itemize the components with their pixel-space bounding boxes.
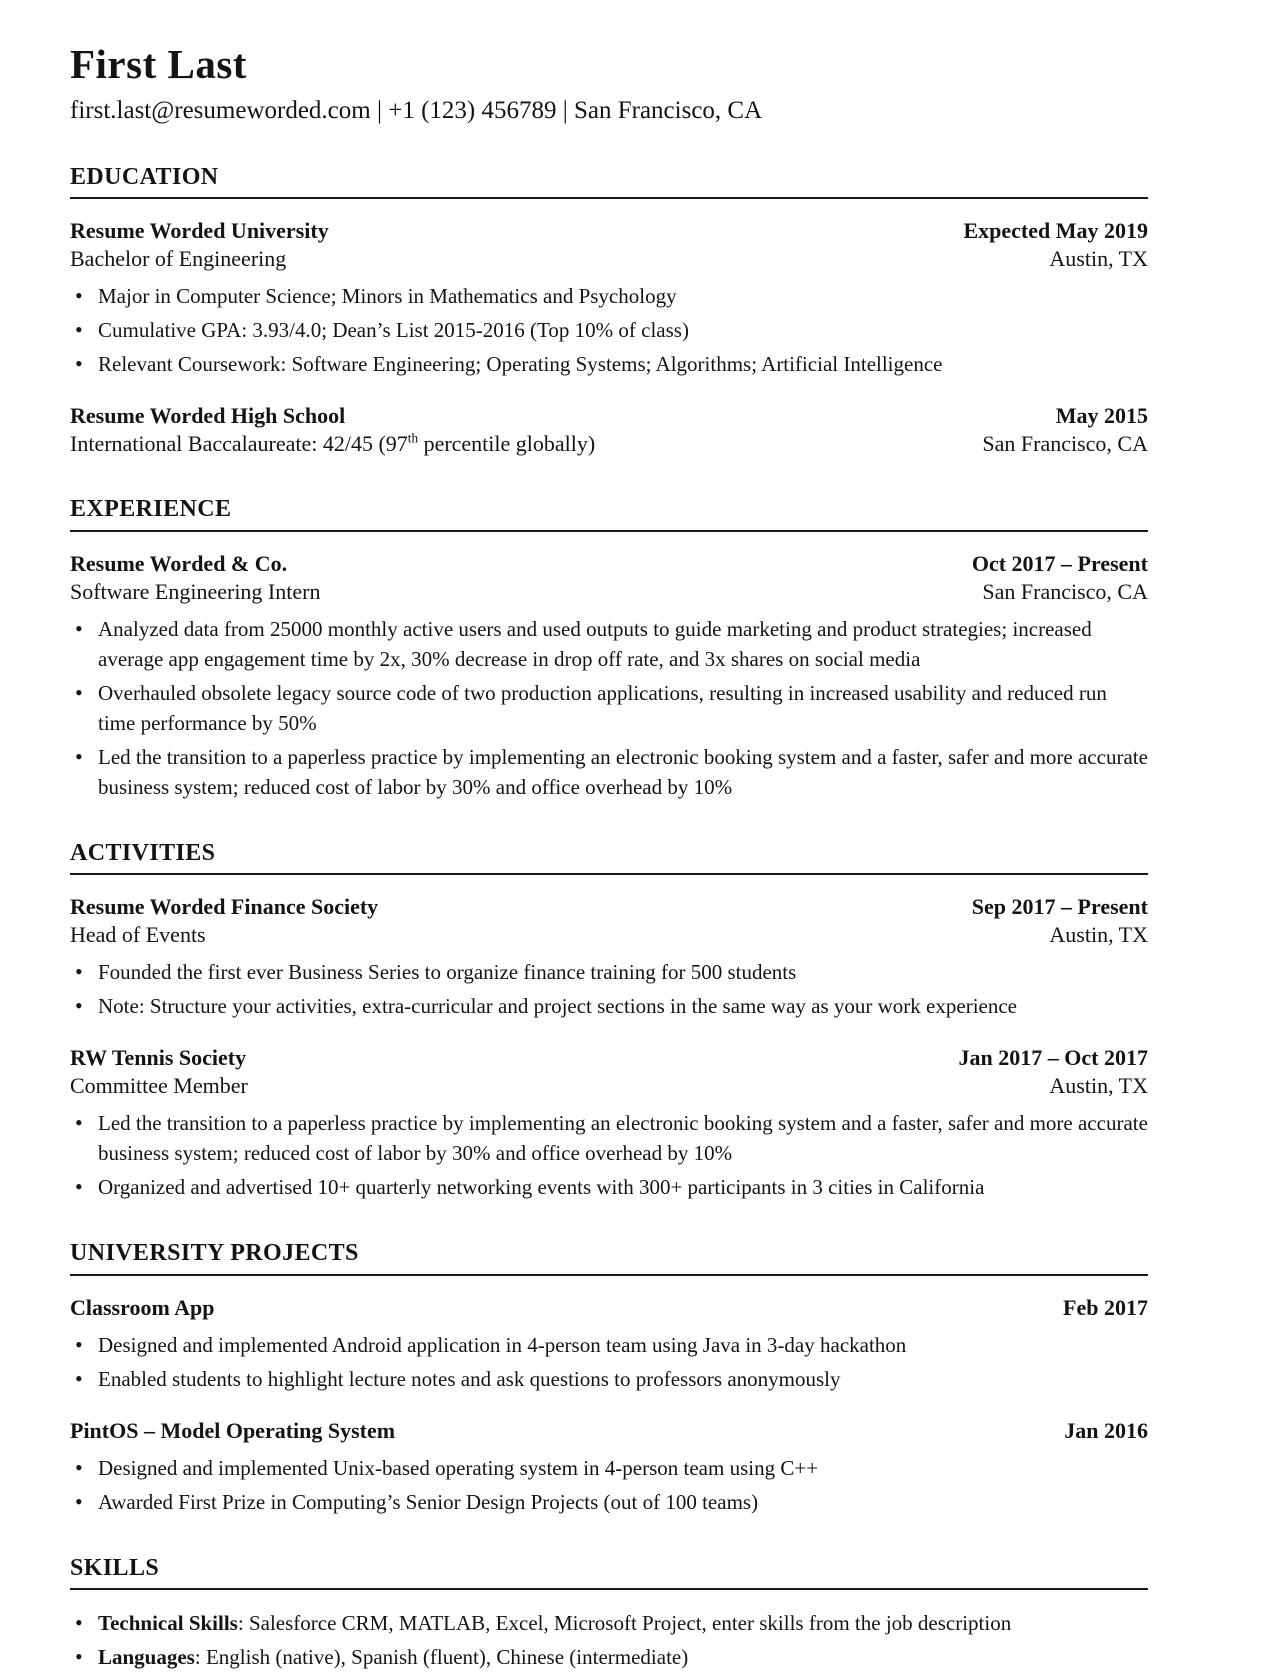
entry-subtitle: Committee Member xyxy=(70,1073,248,1099)
bullet-item xyxy=(70,678,1148,738)
resume-section xyxy=(70,164,1148,458)
bullet-text: Led the transition to a paperless practice by implementing an electronic booking system and a faster, safer and more accurate business system; reduced cost of labor by 30% and office overhead by 10% xyxy=(98,744,1148,799)
bullet-item xyxy=(70,1608,1148,1638)
entry xyxy=(70,550,1148,802)
bullet-item xyxy=(70,1642,1148,1672)
entry-location: Austin, TX xyxy=(1049,246,1148,272)
bullet-item xyxy=(70,742,1148,802)
section-header: SKILLS xyxy=(70,1555,1148,1590)
entry-subheader-row xyxy=(70,1072,1148,1100)
bullet-text: : English (native), Spanish (fluent), Chinese (intermediate) xyxy=(194,1645,689,1670)
resume-section xyxy=(70,1240,1148,1516)
bullet-item xyxy=(70,281,1148,311)
entry-location: San Francisco, CA xyxy=(982,431,1148,457)
entry-title: Resume Worded & Co. xyxy=(70,550,288,576)
bullet-list xyxy=(70,614,1148,802)
bullet-text: Relevant Coursework: Software Engineering; Operating Systems; Algorithms; Artificial Intelligence xyxy=(98,352,943,377)
entry-header-row xyxy=(70,217,1148,245)
bullet-text: Founded the first ever Business Series to organize finance training for 500 students xyxy=(98,960,797,985)
bullet-text: Major in Computer Science; Minors in Mathematics and Psychology xyxy=(98,284,677,309)
entry-date: Jan 2017 – Oct 2017 xyxy=(958,1045,1148,1071)
bullet-bold-text: Languages xyxy=(98,1645,195,1670)
sections-container xyxy=(70,164,1148,1672)
bullet-list xyxy=(70,1108,1148,1202)
entry-header-row xyxy=(70,1294,1148,1322)
entry-header-row xyxy=(70,893,1148,921)
resume-section xyxy=(70,840,1148,1202)
bullet-text: Organized and advertised 10+ quarterly networking events with 300+ participants in 3 cities in California xyxy=(98,1175,985,1200)
entry-title: Resume Worded University xyxy=(70,218,329,244)
entry xyxy=(70,1294,1148,1394)
subtitle-segment: percentile globally) xyxy=(418,431,596,457)
entry-header-row xyxy=(70,550,1148,578)
resume-section xyxy=(70,1555,1148,1672)
bullet-item xyxy=(70,991,1148,1021)
bullet-item xyxy=(70,957,1148,987)
bullet-item xyxy=(70,1487,1148,1517)
bullet-list xyxy=(70,281,1148,379)
entry-title: Resume Worded High School xyxy=(70,403,346,429)
entry-subheader-row xyxy=(70,578,1148,606)
entry-title: RW Tennis Society xyxy=(70,1045,247,1071)
bullet-list xyxy=(70,957,1148,1021)
entry xyxy=(70,1044,1148,1202)
subtitle-segment: International Baccalaureate: 42/45 (97 xyxy=(70,431,408,457)
bullet-text: Overhauled obsolete legacy source code of two production applications, resulting in increased usability and reduced run time performance by 50% xyxy=(98,680,1107,735)
bullet-bold-text: Technical Skills xyxy=(98,1611,238,1636)
entry xyxy=(70,402,1148,458)
entry xyxy=(70,893,1148,1021)
bullet-item xyxy=(70,1364,1148,1394)
entry xyxy=(70,1417,1148,1517)
bullet-text: Designed and implemented Unix-based operating system in 4-person team using C++ xyxy=(98,1455,819,1480)
entry-subheader-row xyxy=(70,430,1148,458)
bullet-item xyxy=(70,1453,1148,1483)
bullet-text: Designed and implemented Android application in 4-person team using Java in 3-day hackathon xyxy=(98,1332,907,1357)
entry-subtitle: Bachelor of Engineering xyxy=(70,246,287,272)
person-name: First Last xyxy=(70,41,247,87)
entry-date: Feb 2017 xyxy=(1063,1294,1148,1320)
entry xyxy=(70,217,1148,379)
entry-subtitle: Head of Events xyxy=(70,922,206,948)
bullet-text: : Salesforce CRM, MATLAB, Excel, Microsoft Project, enter skills from the job description xyxy=(237,1611,1012,1636)
bullet-text: Led the transition to a paperless practice by implementing an electronic booking system and a faster, safer and more accurate business system; reduced cost of labor by 30% and office overhead by 10% xyxy=(98,1111,1148,1166)
entry-subheader-row xyxy=(70,245,1148,273)
bullet-item xyxy=(70,1172,1148,1202)
bullet-text: Cumulative GPA: 3.93/4.0; Dean’s List 2015-2016 (Top 10% of class) xyxy=(98,318,689,343)
entry-location: Austin, TX xyxy=(1049,922,1148,948)
entry-date: Jan 2016 xyxy=(1064,1417,1148,1443)
entry-header-row xyxy=(70,1417,1148,1445)
section-header: EXPERIENCE xyxy=(70,496,1148,531)
entry-title: Classroom App xyxy=(70,1294,215,1320)
entry-subtitle xyxy=(70,430,595,458)
entry-subheader-row xyxy=(70,921,1148,949)
section-header: ACTIVITIES xyxy=(70,840,1148,875)
subtitle-segment: th xyxy=(407,431,419,447)
entry-date: Expected May 2019 xyxy=(963,218,1148,244)
bullet-item xyxy=(70,614,1148,674)
entry-subtitle: Software Engineering Intern xyxy=(70,578,321,604)
entry-title: PintOS – Model Operating System xyxy=(70,1417,396,1443)
entry-date: Oct 2017 – Present xyxy=(971,550,1148,576)
resume-header xyxy=(70,42,1148,126)
bullet-text: Note: Structure your activities, extra-curricular and project sections in the same way as your work experience xyxy=(98,994,1017,1019)
contact-line: first.last@resumeworded.com | +1 (123) 456789 | San Francisco, CA xyxy=(70,97,763,125)
bullet-item xyxy=(70,1108,1148,1168)
entry-header-row xyxy=(70,402,1148,430)
entry-date: Sep 2017 – Present xyxy=(971,894,1148,920)
entry-title: Resume Worded Finance Society xyxy=(70,894,379,920)
section-header: EDUCATION xyxy=(70,164,1148,199)
bullet-list xyxy=(70,1330,1148,1394)
entry-location: Austin, TX xyxy=(1049,1073,1148,1099)
bullet-text: Enabled students to highlight lecture notes and ask questions to professors anonymously xyxy=(98,1366,841,1391)
resume-section xyxy=(70,496,1148,801)
entry-date: May 2015 xyxy=(1055,403,1148,429)
bullet-text: Awarded First Prize in Computing’s Senior Design Projects (out of 100 teams) xyxy=(98,1489,759,1514)
entry-header-row xyxy=(70,1044,1148,1072)
entry xyxy=(70,1608,1148,1672)
bullet-item xyxy=(70,315,1148,345)
bullet-item xyxy=(70,349,1148,379)
entry-location: San Francisco, CA xyxy=(982,578,1148,604)
section-header: UNIVERSITY PROJECTS xyxy=(70,1240,1148,1275)
bullet-item xyxy=(70,1330,1148,1360)
bullet-list xyxy=(70,1608,1148,1672)
bullet-list xyxy=(70,1453,1148,1517)
bullet-text: Analyzed data from 25000 monthly active users and used outputs to guide marketing and product strategies; increased average app engagement time by 2x, 30% decrease in drop off rate, and 3x shares on social media xyxy=(98,616,1092,671)
